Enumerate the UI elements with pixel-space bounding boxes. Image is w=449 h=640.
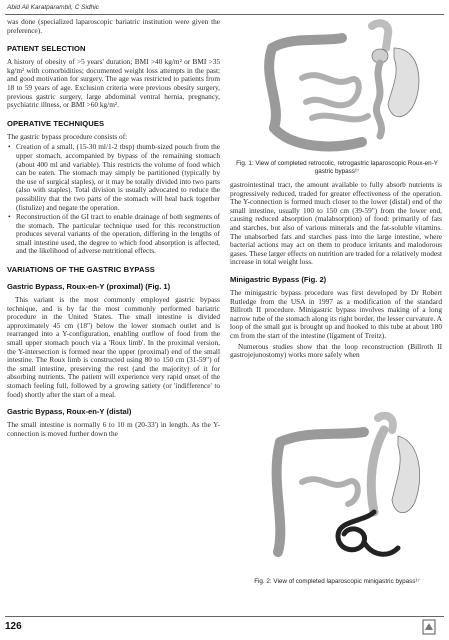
footer-rule — [5, 616, 444, 617]
figure-2-minigastric-illustration — [268, 412, 428, 572]
page-number: 126 — [5, 621, 22, 632]
distal-paragraph: The small intestine is normally 6 to 10 m (20-33') in length. As the Y-connection is moved further down the — [7, 420, 220, 438]
bullet-item: • Reconstruction of the GI tract to enable drainage of both segments of the stomach. The particular technique used for this reconstruction produces several variants of the operation, differing in the lengths of small intestine used, the degree to which food absorption is affected, and the likelihood of adverse nutritional effects. — [16, 213, 220, 256]
header-rule — [5, 14, 444, 15]
right-column — [230, 181, 442, 362]
heading-proximal: Gastric Bypass, Roux-en-Y (proximal) (Fig. 1) — [7, 282, 171, 292]
heading-minigastric: Minigastric Bypass (Fig. 2) — [230, 274, 327, 284]
operative-intro: The gastric bypass procedure consists of: — [7, 131, 128, 141]
figure-2-caption: Fig. 2: View of completed laparoscopic minigastric bypass¹⁷ — [254, 578, 420, 585]
figure-1-caption: Fig. 1: View of completed retrocolic, retrogastric laparoscopic Roux-en-Y gastric bypass¹⁷ — [236, 160, 438, 175]
heading-variations: VARIATIONS OF THE GASTRIC BYPASS — [7, 265, 155, 275]
heading-distal: Gastric Bypass, Roux-en-Y (distal) — [7, 407, 132, 417]
operative-bullet-list — [7, 143, 220, 256]
minigastric-paragraph-1: The minigastric bypass procedure was first developed by Dr Robert Rutledge from the USA in 1997 as a modification of the standard Billroth II procedure. Minigastric bypass involves making of a long narrow tube of the stomach along its right border, the lesser curvature. A loop of the small gut is brought up and hooked to this tube at about 180 cm from the start of the intestine (ligament of Treitz). — [230, 287, 442, 340]
intro-paragraph: was done (specialized laparoscopic bariatric institution were given the preference). — [7, 17, 220, 35]
minigastric-paragraph-2: Numerous studies show that the loop reconstruction (Billroth II gastrojejunostomy) works more safely when — [230, 341, 442, 360]
heading-operative-techniques: OPERATIVE TECHNIQUES — [7, 118, 105, 128]
left-column — [7, 18, 220, 440]
distal-continued-paragraph: gastrointestinal tract, the amount available to fully absorb nutrients is progressively reduced, traded for greater effectiveness of the operation. The Y-connection is formed much closer to the lower (distal) end of the small intestine, usually 100 to 150 cm (39-59") from the lower end, causing reduced absorption (malabsorption) of food: primarily of fats and starches, but also of various minerals and the fat-soluble vitamins. The unabsorbed fats and starches pass into the large intestine, where bacterial actions may act on them to produce irritants and malodorous gases. These larger effects on nutrition are traded for a relatively modest increase in total weight loss. — [230, 180, 442, 267]
patient-selection-paragraph: A history of obesity of >5 years' duration; BMI >40 kg/m² or BMI >35 kg/m² with comorbidities; documented weight loss attempts in the past; and good motivation for surgery. The age was restricted to patients from 18 to 59 years of age. Exclusion criteria were previous obesity surgery, previous gastric surgery, large abdominal ventral hernia, pregnancy, psychiatric illness, or BMI >60 kg/m². — [7, 57, 220, 110]
running-header-author: Abid Ali Karatparambil, C Sidhic — [7, 4, 99, 11]
heading-patient-selection: PATIENT SELECTION — [7, 44, 86, 54]
publisher-logo-icon — [421, 618, 437, 636]
bullet-item: • Creation of a small, (15-30 ml/1-2 tbsp) thumb-sized pouch from the upper stomach, accompanied by bypass of the remaining stomach (about 400 ml and variable). This restricts the volume of food which can be eaten. The stomach may simply be partitioned (typically by the use of surgical staples), or it may be totally divided into two parts (also with staples). Total division is usually advocated to reduce the possibility that the two parts of the stomach will heal back together (fistulize) and negate the operation. — [16, 143, 220, 212]
proximal-paragraph: This variant is the most commonly employed gastric bypass technique, and is by far the most commonly performed bariatric procedure in the United States. The small intestine is divided approximately 45 cm (18") below the lower stomach outlet and is rearranged into a Y-configuration, enabling outflow of food from the small upper stomach pouch via a 'Roux limb'. In the proximal version, the Y-intersection is formed near the upper (proximal) end of the small intestine. The Roux limb is constructed using 80 to 150 cm (31-59") of the small intestine, preserving the rest (and the majority) of it for absorbing nutrients. The patient will experience very rapid onset of the stomach feeling full, followed by a growing satiety (or 'indifference' to food) shortly after the start of a meal. — [7, 295, 220, 399]
figure-1-roux-en-y-illustration — [262, 18, 432, 158]
